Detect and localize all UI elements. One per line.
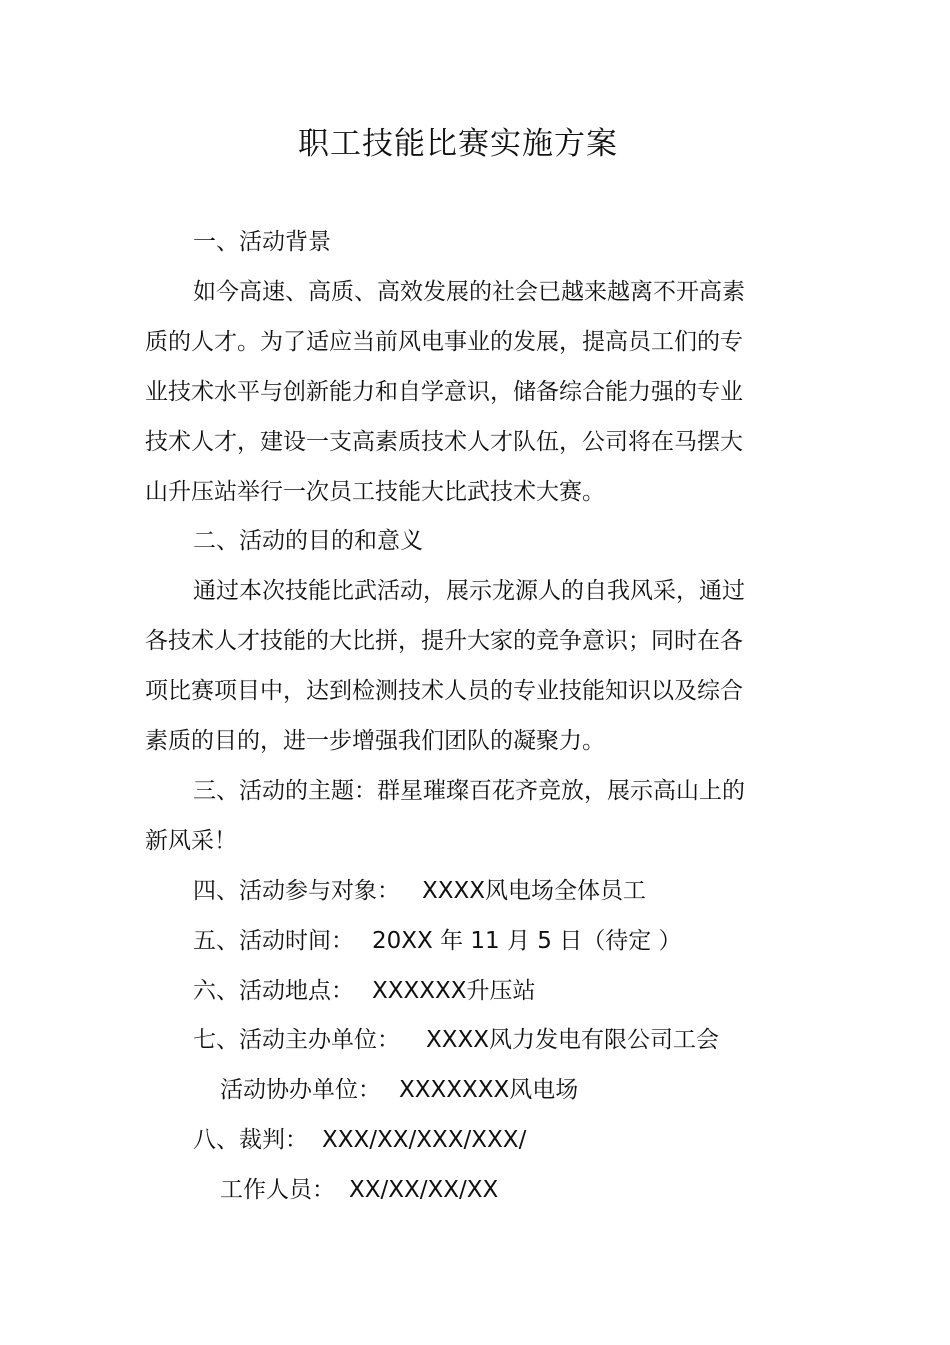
participants-item bbox=[193, 876, 646, 906]
organizer-item bbox=[193, 1025, 719, 1055]
section-heading-theme: 三、活动的主题：群星璀璨百花齐竞放，展示高山上的 bbox=[193, 778, 745, 804]
judges-item bbox=[193, 1125, 526, 1155]
coorganizer-item bbox=[220, 1075, 578, 1105]
paragraph-line: 如今高速、高质、高效发展的社会已越来越离不开高素 bbox=[193, 279, 745, 305]
section-heading-background: 一、活动背景 bbox=[193, 229, 331, 255]
section-heading-purpose: 二、活动的目的和意义 bbox=[193, 528, 423, 554]
staff-label: 工作人员： bbox=[220, 1177, 335, 1203]
staff-item bbox=[220, 1175, 498, 1205]
coorganizer-label: 活动协办单位： bbox=[220, 1077, 381, 1103]
participants-value: XXXX风电场全体员工 bbox=[422, 878, 647, 904]
staff-value: XX/XX/XX/XX bbox=[349, 1177, 499, 1203]
judges-value: XXX/XX/XXX/XXX/ bbox=[322, 1127, 527, 1153]
time-value: 20XX 年 11 月 5 日（待定 ） bbox=[372, 928, 682, 954]
paragraph-line: 技术人才，建设一支高素质技术人才队伍，公司将在马摆大 bbox=[145, 429, 743, 455]
paragraph-line: 素质的目的，进一步增强我们团队的凝聚力。 bbox=[145, 728, 605, 754]
organizer-label: 七、活动主办单位： bbox=[193, 1027, 400, 1053]
paragraph-line: 新风采！ bbox=[145, 828, 237, 854]
document-title: 职工技能比赛实施方案 bbox=[298, 126, 618, 162]
paragraph-line: 通过本次技能比武活动，展示龙源人的自我风采，通过 bbox=[193, 578, 745, 604]
location-value: XXXXXX升压站 bbox=[372, 978, 536, 1004]
time-item bbox=[193, 926, 682, 956]
judges-label: 八、裁判： bbox=[193, 1127, 308, 1153]
coorganizer-value: XXXXXXX风电场 bbox=[399, 1077, 579, 1103]
participants-label: 四、活动参与对象： bbox=[193, 878, 400, 904]
location-item bbox=[193, 976, 536, 1006]
paragraph-line: 各技术人才技能的大比拼，提升大家的竞争意识；同时在各 bbox=[145, 628, 743, 654]
paragraph-line: 山升压站举行一次员工技能大比武技术大赛。 bbox=[145, 479, 605, 505]
organizer-value: XXXX风力发电有限公司工会 bbox=[426, 1027, 720, 1053]
time-label: 五、活动时间： bbox=[193, 928, 354, 954]
paragraph-line: 质的人才。为了适应当前风电事业的发展，提高员工们的专 bbox=[145, 329, 743, 355]
paragraph-line: 项比赛项目中，达到检测技术人员的专业技能知识以及综合 bbox=[145, 678, 743, 704]
location-label: 六、活动地点： bbox=[193, 978, 354, 1004]
paragraph-line: 业技术水平与创新能力和自学意识，储备综合能力强的专业 bbox=[145, 379, 743, 405]
